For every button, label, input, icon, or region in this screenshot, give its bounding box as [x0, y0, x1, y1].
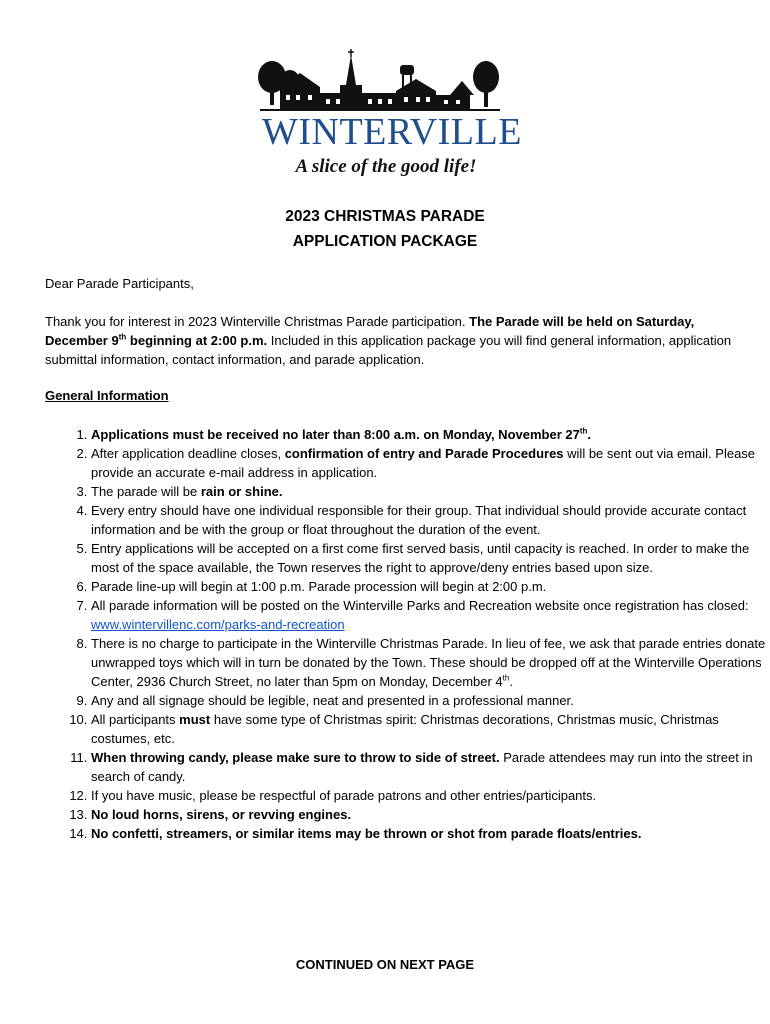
list-item	[91, 577, 770, 596]
rule-text: Applications must be received no later than 8:00 a.m. on Monday, November 27	[91, 427, 580, 442]
logo-tagline: A slice of the good life!	[295, 156, 477, 177]
intro-time-bold: beginning at 2:00 p.m.	[126, 333, 268, 348]
list-item	[91, 691, 770, 710]
rule-text: will be sent out via email. Please provide an accurate e-mail address in application.	[91, 446, 756, 480]
list-item	[91, 824, 770, 843]
logo-wordmark: WINTERVILLE	[262, 111, 522, 153]
rule-text: .	[587, 427, 592, 442]
intro-date-bold: The Parade will be held on Saturday, December 9	[45, 314, 695, 348]
parks-recreation-link[interactable]: www.wintervillenc.com/parks-and-recreation	[91, 617, 345, 632]
rule-text-bold: When throwing candy, please make sure to throw to side of street.	[91, 750, 500, 765]
rule-text: .	[509, 674, 513, 689]
rule-text-bold: must	[179, 712, 211, 727]
page-title: 2023 CHRISTMAS PARADE	[285, 208, 485, 225]
list-item	[91, 786, 770, 805]
rule-text: Every entry should have one individual responsible for their group. That individual should provide accurate contact information and be with the group or float throughout the duration of the event.	[91, 503, 747, 537]
rule-text: Parade line-up will begin at 1:00 p.m. Parade procession will begin at 2:00 p.m.	[91, 579, 547, 594]
rule-text-bold: No confetti, streamers, or similar items may be thrown or shot from parade floats/entries.	[91, 826, 642, 841]
continued-footer: CONTINUED ON NEXT PAGE	[295, 957, 475, 972]
list-item	[91, 634, 770, 691]
winterville-logo	[250, 47, 522, 187]
page-subtitle: APPLICATION PACKAGE	[292, 233, 478, 250]
intro-text-end: Included in this application package you will find general information, application submittal information, contact information, and parade application.	[45, 333, 732, 367]
rule-text: have some type of Christmas spirit: Christmas decorations, Christmas music, Christmas costumes, etc.	[91, 712, 719, 746]
section-heading: General Information	[45, 388, 169, 403]
rule-text: Any and all signage should be legible, neat and presented in a professional manner.	[91, 693, 574, 708]
rules-list	[45, 425, 770, 843]
rule-text-bold: confirmation of entry and Parade Procedures	[284, 446, 564, 461]
rule-text: Entry applications will be accepted on a first come first served basis, until capacity is reached. In order to make the most of the space available, the Town reserves the right to approve/deny entries based upon size.	[91, 541, 750, 575]
list-item	[91, 425, 770, 444]
list-item	[91, 482, 770, 501]
list-item	[91, 539, 770, 577]
rule-text: Parade attendees may run into the street in search of candy.	[91, 750, 753, 784]
salutation: Dear Parade Participants,	[45, 276, 194, 291]
rule-text-bold: rain or shine.	[200, 484, 283, 499]
list-item	[91, 444, 770, 482]
rule-text: If you have music, please be respectful of parade patrons and other entries/participants.	[91, 788, 597, 803]
intro-text: Thank you for interest in 2023 Winterville Christmas Parade participation.	[45, 314, 470, 329]
list-item	[91, 805, 770, 824]
rule-text: All participants	[91, 712, 180, 727]
list-item	[91, 501, 770, 539]
list-item	[91, 710, 770, 748]
superscript: th	[502, 673, 510, 683]
list-item	[91, 748, 770, 786]
rule-text-bold: No loud horns, sirens, or revving engines.	[91, 807, 352, 822]
rule-text: There is no charge to participate in the Winterville Christmas Parade. In lieu of fee, we ask that parade entries donate unwrapped toys which will in turn be donated by the Town. These should be dropped off at the Winterville Operations Center, 2936 Church Street, no later than 5pm on Monday, December 4	[91, 636, 766, 689]
rule-text: The parade will be	[91, 484, 201, 499]
list-item	[91, 596, 770, 634]
superscript: th	[579, 426, 588, 436]
superscript: th	[118, 332, 127, 342]
rule-text: All parade information will be posted on the Winterville Parks and Recreation website once registration has closed:	[91, 598, 749, 613]
intro-paragraph	[45, 312, 735, 369]
rule-text: After application deadline closes,	[91, 446, 285, 461]
